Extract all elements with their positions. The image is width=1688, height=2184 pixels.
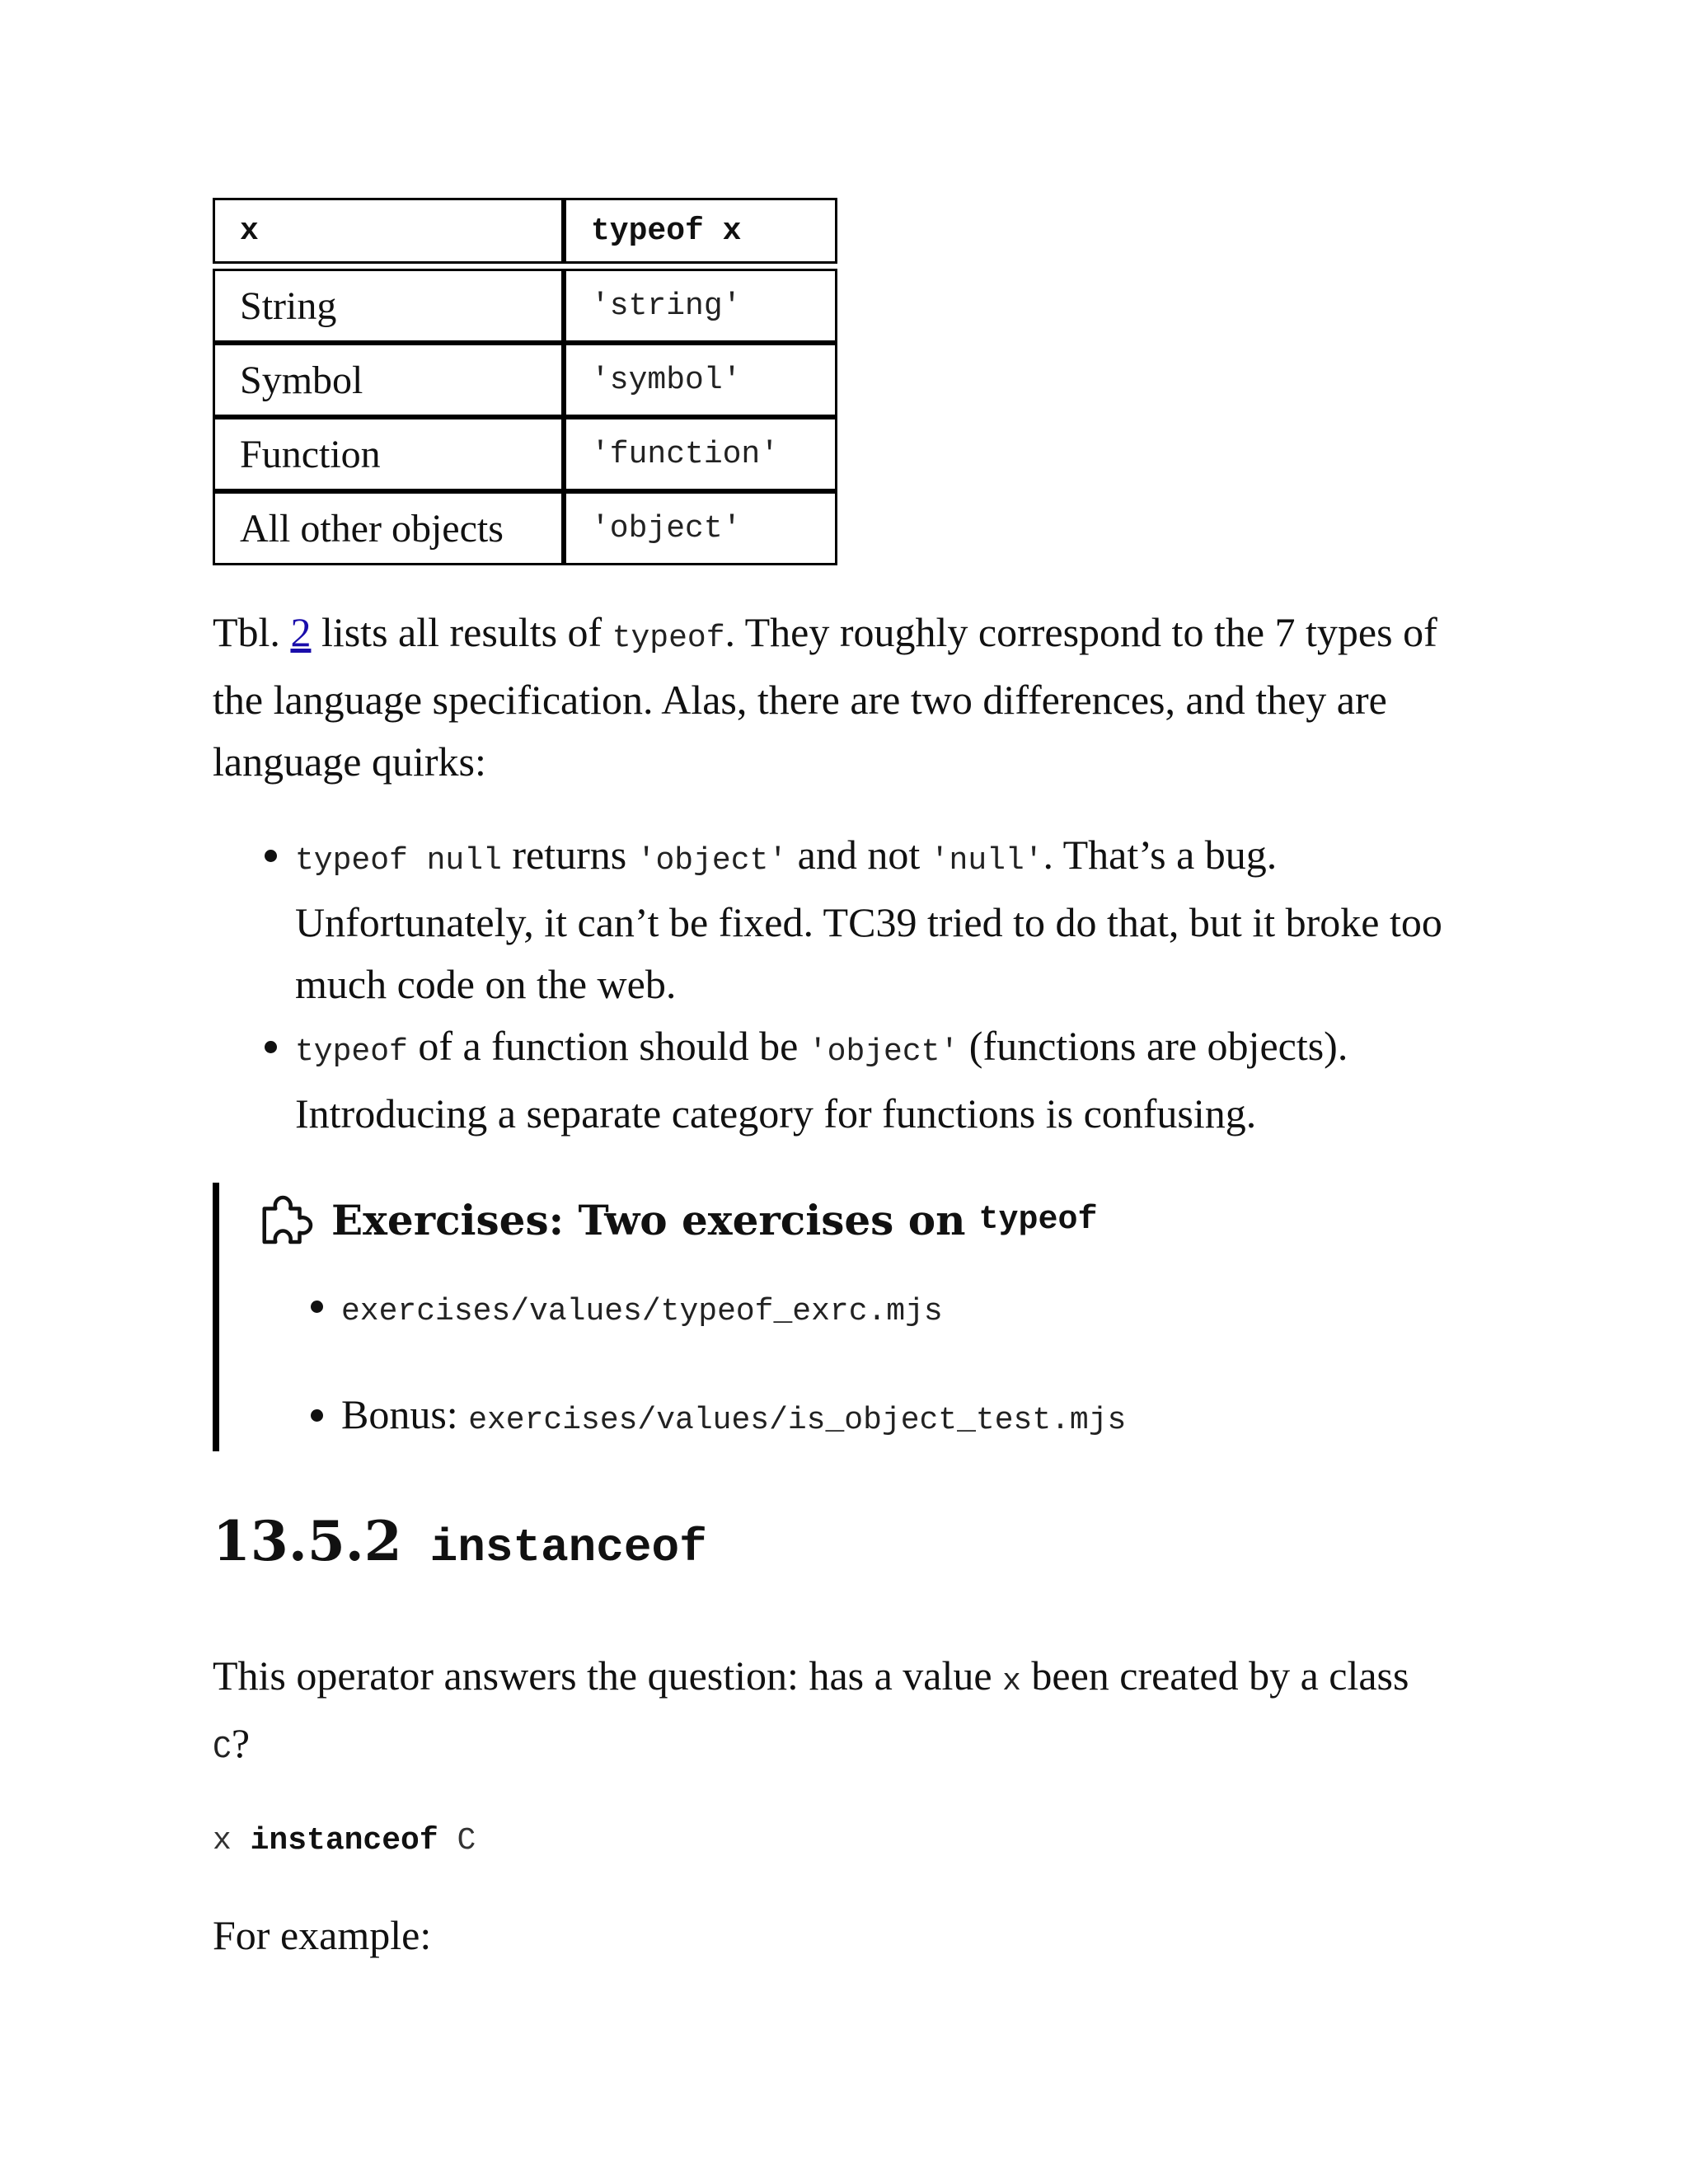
section-heading [213, 1509, 1498, 1574]
table-cell-name: Function [213, 417, 564, 491]
exercises-list [259, 1275, 1498, 1451]
table-header-row [213, 198, 837, 264]
table-reference-link[interactable]: 2 [290, 609, 312, 655]
table-cell-value: 'string' [564, 269, 837, 343]
list-item [341, 1275, 1498, 1343]
list-item: • Bonus: exercises/values/is_object_test.mjs [341, 1384, 1498, 1451]
table-cell-name: String [213, 269, 564, 343]
table-row [213, 417, 837, 491]
exercises-heading: Exercises: Two exercises on typeof [259, 1183, 1498, 1257]
typeof-results-table [213, 198, 837, 565]
table-header-x: x [213, 198, 564, 264]
quirks-list [213, 824, 1515, 1145]
section-title: instanceof [429, 1521, 707, 1574]
list-item: • typeof null returns 'object' and not 'null'. That’s a bug. Unfortunately, it can’t be fixed. TC39 tried to do that, but it broke too much code on the web. [295, 824, 1515, 1015]
instanceof-paragraph: This operator answers the question: has a value x been created by a class C? [213, 1652, 1409, 1767]
table-row [213, 491, 837, 565]
intro-paragraph: Tbl. 2 lists all results of typeof. They roughly correspond to the 7 types of the language specification. Alas, there are two differences, and they are language quirks: [213, 609, 1437, 785]
section-number: 13.5.2 [213, 1509, 402, 1573]
table-cell-value: 'function' [564, 417, 837, 491]
exercise-path: exercises/values/is_object_test.mjs [468, 1403, 1127, 1438]
table-cell-name: Symbol [213, 343, 564, 417]
table-cell-value: 'symbol' [564, 343, 837, 417]
table-cell-name: All other objects [213, 491, 564, 565]
table-cell-value: 'object' [564, 491, 837, 565]
table-row [213, 343, 837, 417]
page-content [213, 198, 1498, 1966]
for-example-text: For example: [213, 1912, 432, 1958]
exercise-path: exercises/values/typeof_exrc.mjs [341, 1294, 943, 1329]
code-block: x instanceof C [213, 1823, 476, 1858]
puzzle-icon [259, 1190, 318, 1249]
exercises-box [213, 1183, 1498, 1451]
list-item: • typeof of a function should be 'object' (functions are objects). Introducing a separate category for functions is confusing. [295, 1015, 1515, 1145]
table-header-typeof: typeof x [564, 198, 837, 264]
table-row [213, 269, 837, 343]
inline-code: typeof [612, 621, 725, 656]
